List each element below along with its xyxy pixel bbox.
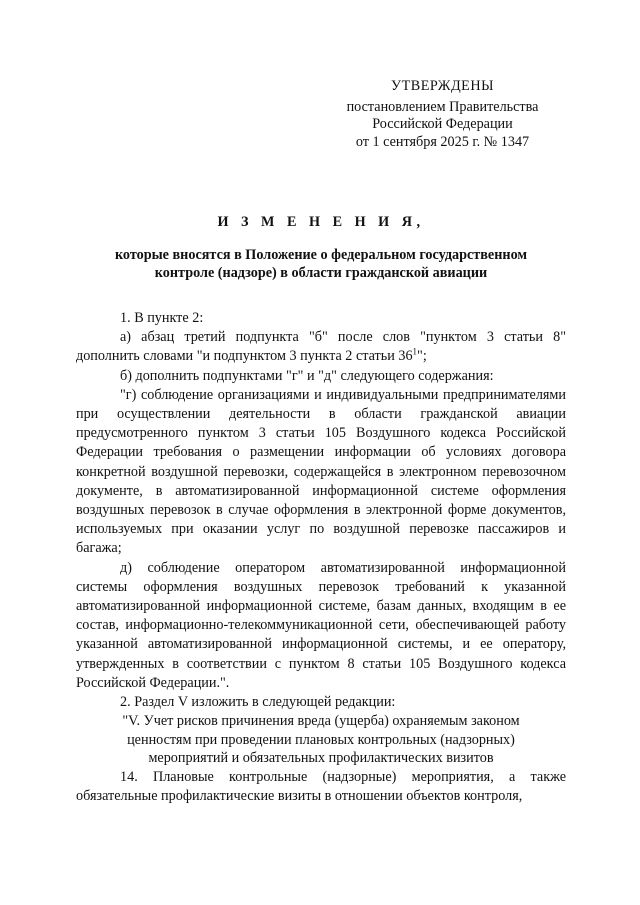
approval-block [320,78,565,151]
approved-line-3: от 1 сентября 2025 г. № 1347 [355,133,530,150]
document-title: И З М Е Н Е Н И Я, [217,214,425,230]
paragraph-2 [76,328,566,366]
paragraph-5: д) соблюдение оператором автоматизированной информационной системы оформления воздушных перевозок требований к указанной автоматизированной информационной системе, базам данных, входящим в ее состав, информационно-телекоммуникационной сети, обеспечивающей работу указанной автоматизированной информационной системы, и ее оператору, утвержденных в соответствии с пунктом 8 статьи 105 Воздушного кодекса Российской Федерации.". [76,559,566,691]
paragraph-7: 14. Плановые контрольные (надзорные) мероприятия, а также обязательные профилактические визиты в отношении объектов контроля, [76,768,566,804]
paragraph-6: 2. Раздел V изложить в следующей редакции: [120,694,396,711]
approved-line-1: постановлением Правительства [346,98,539,115]
subtitle-line-1: которые вносятся в Положение о федеральном государственном [114,247,528,263]
paragraph-3: б) дополнить подпунктами "г" и "д" следующего содержания: [120,367,494,384]
document-subtitle [76,246,566,282]
paragraph-2-end: "; [417,348,427,365]
paragraph-4: "г) соблюдение организациями и индивидуальными предпринимателями при осуществлении деятельности в области гражданской авиации предусмотренного пунктом 3 статьи 105 Воздушного кодекса Российской Федерации требования о размещении информации об условиях договора конкретной воздушной перевозки, содержащейся в электронном перевозочном документе, в автоматизированной информационной системе оформления воздушных перевозок в случае оформления в электронной форме документов, используемых при оказании услуг по воздушной перевозке пассажиров и багажа; [76,386,566,557]
section-heading: "V. Учет рисков причинения вреда (ущерба) охраняемым законом ценностям при проведении плановых контрольных (надзорных) мероприятий и обязательных профилактических визитов [122,713,520,767]
paragraph-1: 1. В пункте 2: [120,310,204,326]
subtitle-line-2: контроле (надзоре) в области гражданской авиации [154,265,488,281]
document-body [76,309,566,806]
paragraph-2-text: а) абзац третий подпункта "б" после слов "пунктом 3 статьи 8" дополнить словами "и подпунктом 3 пункта 2 статьи 36 [76,329,566,365]
approved-heading: УТВЕРЖДЕНЫ [391,78,494,94]
approved-line-2: Российской Федерации [372,116,513,132]
superscript-1: 1 [412,346,418,357]
